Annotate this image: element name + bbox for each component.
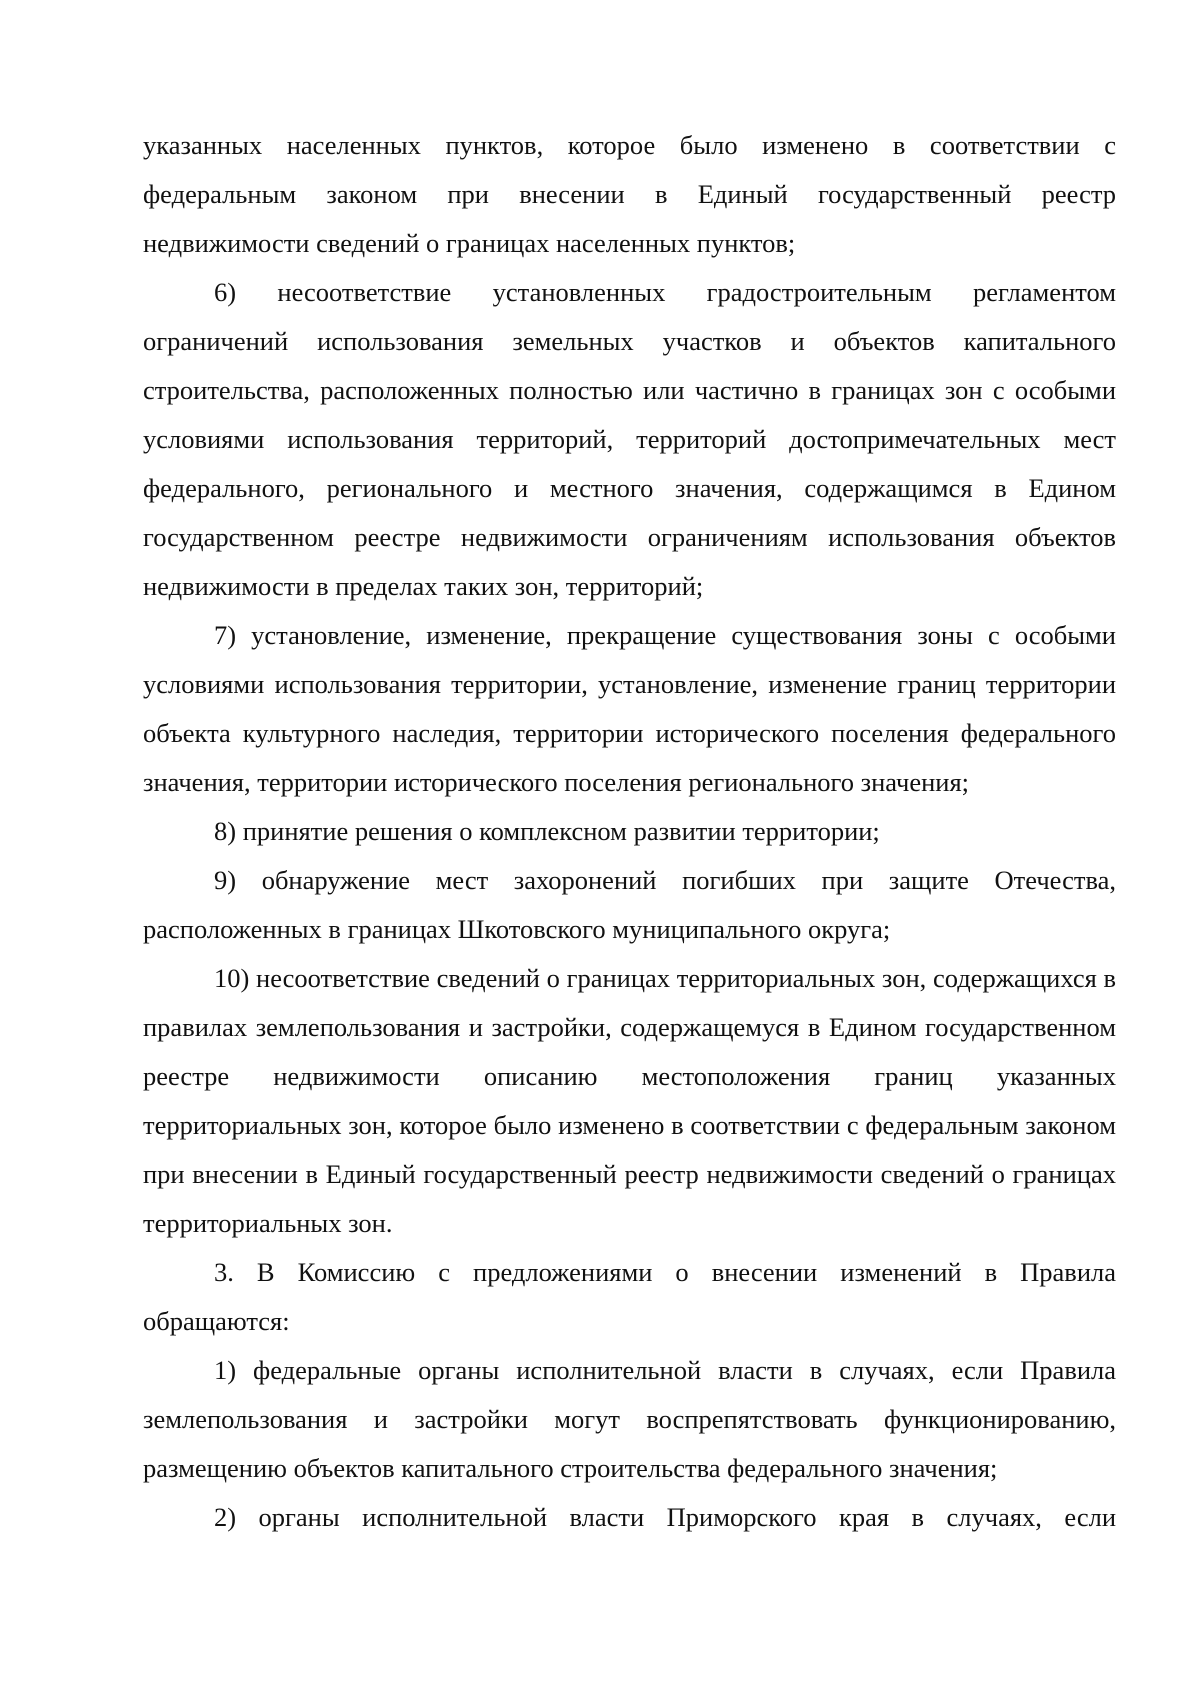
list-item-9: 9) обнаружение мест захоронений погибших при защите Отечества, расположенных в границах Шкотовского муниципального округа;: [143, 865, 1116, 944]
paragraph-continuation: указанных населенных пунктов, которое было изменено в соответствии с федеральным законом при внесении в Единый государственный реестр недвижимости сведений о границах населенных пунктов;: [143, 130, 1116, 258]
list-item-8: 8) принятие решения о комплексном развитии территории;: [214, 816, 880, 846]
section-3-paragraph: 3. В Комиссию с предложениями о внесении изменений в Правила обращаются:: [143, 1257, 1116, 1336]
list-item-10: 10) несоответствие сведений о границах территориальных зон, содержащихся в правилах землепользования и застройки, содержащемуся в Едином государственном реестре недвижимости описанию местоположения границ указанных территориальных зон, которое было изменено в соответствии с федеральным законом при внесении в Единый государственный реестр недвижимости сведений о границах территориальных зон.: [143, 963, 1116, 1238]
section-3-item-2: 2) органы исполнительной власти Приморского края в случаях, если: [214, 1502, 1116, 1532]
section-3-item-1: 1) федеральные органы исполнительной власти в случаях, если Правила землепользования и застройки могут воспрепятствовать функционированию, размещению объектов капитального строительства федерального значения;: [143, 1355, 1116, 1483]
list-item-6: 6) несоответствие установленных градостроительным регламентом ограничений использования земельных участков и объектов капитального строительства, расположенных полностью или частично в границах зон с особыми условиями использования территорий, территорий достопримечательных мест федерального, регионального и местного значения, содержащимся в Едином государственном реестре недвижимости ограничениям использования объектов недвижимости в пределах таких зон, территорий;: [143, 277, 1116, 601]
document-body: [143, 121, 1116, 1542]
list-item-7: 7) установление, изменение, прекращение существования зоны с особыми условиями использования территории, установление, изменение границ территории объекта культурного наследия, территории исторического поселения федерального значения, территории исторического поселения регионального значения;: [143, 620, 1116, 797]
